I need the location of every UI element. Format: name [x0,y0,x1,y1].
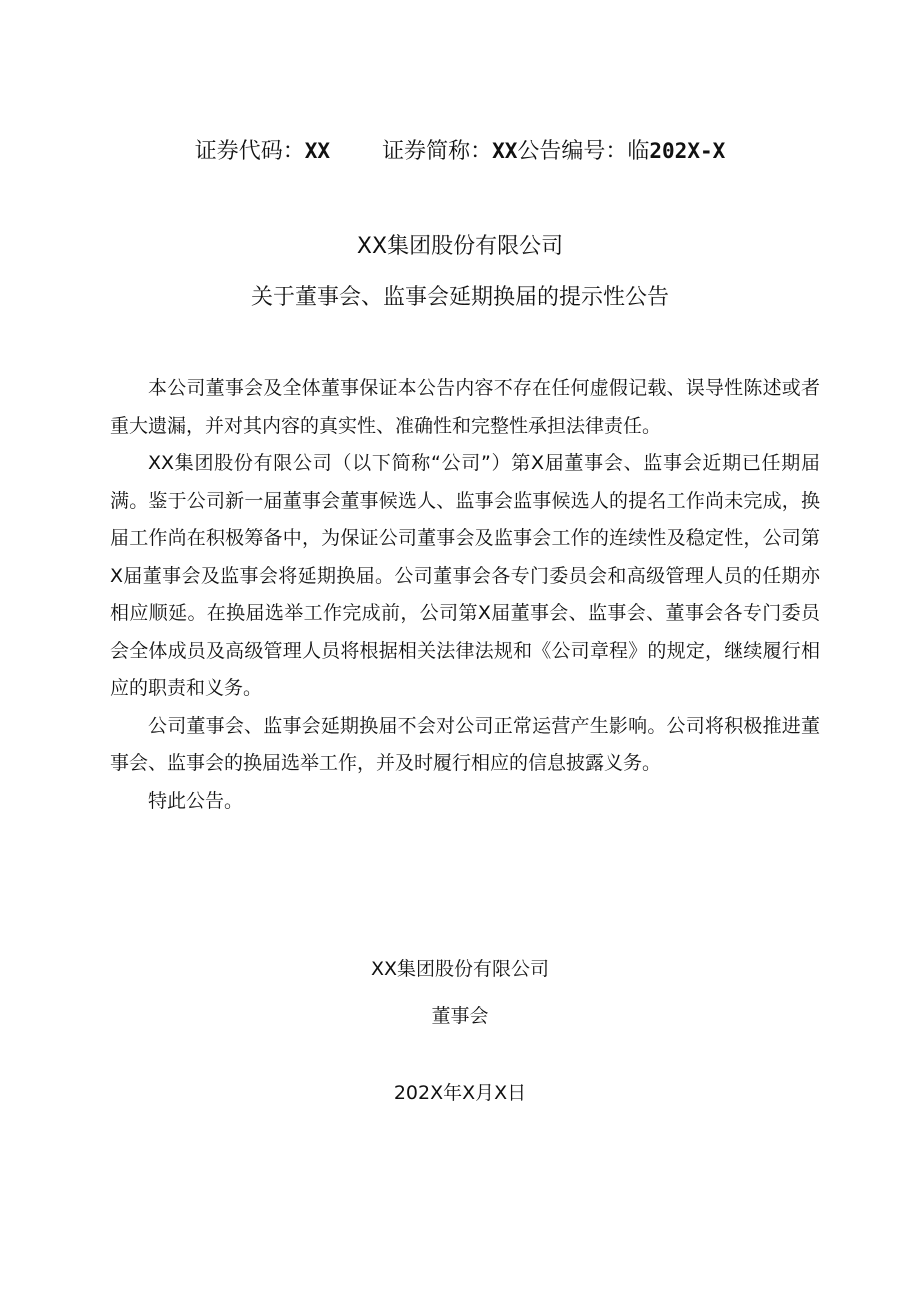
signature-date: 202X年X月X日 [393,1082,527,1104]
announcement-body [110,370,820,820]
signature-company: XX集团股份有限公司 [370,958,550,980]
paragraph-closing: 特此公告。 [148,789,244,812]
security-code-value: XX [304,139,331,163]
security-abbr-label: 证券简称： [382,139,493,164]
signature-board: 董事会 [431,1005,489,1027]
security-info-header [0,134,920,169]
security-abbr-value: XX [492,139,518,163]
security-code-label: 证券代码： [194,139,305,164]
paragraph-impact: 公司董事会、监事会延期换届不会对公司正常运营产生影响。公司将积极推进董事会、监事会的换届选举工作，并及时履行相应的信息披露义务。 [110,714,820,774]
notice-number-label: 公告编号：临 [517,139,650,164]
announcement-subject-title: 关于董事会、监事会延期换届的提示性公告 [250,285,669,310]
announcement-company-title: XX集团股份有限公司 [356,234,564,259]
notice-number-value: 202X-X [649,139,726,163]
paragraph-disclaimer: 本公司董事会及全体董事保证本公告内容不存在任何虚假记载、误导性陈述或者重大遗漏，并对其内容的真实性、准确性和完整性承担法律责任。 [110,377,820,437]
paragraph-main: XX集团股份有限公司（以下简称“公司”）第X届董事会、监事会近期已任期届满。鉴于公司新一届董事会董事候选人、监事会监事候选人的提名工作尚未完成，换届工作尚在积极筹备中，为保证公司董事会及监事会工作的连续性及稳定性，公司第X届董事会及监事会将延期换届。公司董事会各专门委员会和高级管理人员的任期亦相应顺延。在换届选举工作完成前，公司第X届董事会、监事会、董事会各专门委员会全体成员及高级管理人员将根据相关法律法规和《公司章程》的规定，继续履行相应的职责和义务。 [110,452,820,699]
